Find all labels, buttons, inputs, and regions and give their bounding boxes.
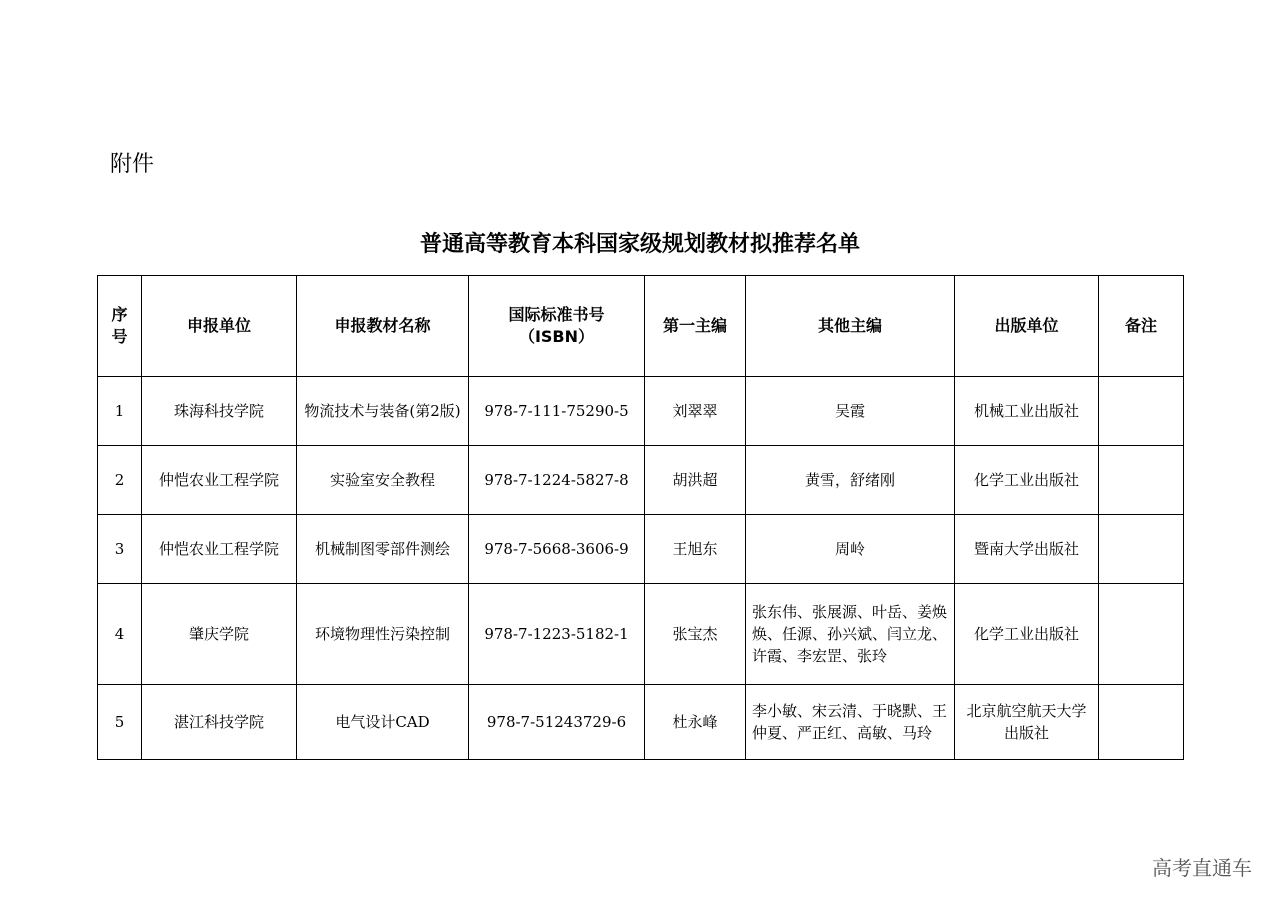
watermark-text: 高考直通车: [1152, 856, 1252, 880]
cell-others: 周岭: [746, 515, 955, 584]
cell-seq: 4: [98, 584, 142, 685]
cell-book: 物流技术与装备(第2版): [297, 377, 469, 446]
cell-note: [1099, 685, 1184, 760]
cell-publisher: 北京航空航天大学出版社: [955, 685, 1099, 760]
cell-note: [1099, 515, 1184, 584]
header-others: 其他主编: [746, 276, 955, 377]
cell-editor: 刘翠翠: [645, 377, 746, 446]
header-publisher: 出版单位: [955, 276, 1099, 377]
cell-unit: 仲恺农业工程学院: [142, 515, 297, 584]
cell-publisher: 暨南大学出版社: [955, 515, 1099, 584]
cell-book: 机械制图零部件测绘: [297, 515, 469, 584]
cell-others: 张东伟、张展源、叶岳、姜焕焕、任源、孙兴斌、闫立龙、许霞、李宏罡、张玲: [746, 584, 955, 685]
cell-note: [1099, 377, 1184, 446]
cell-note: [1099, 584, 1184, 685]
document-title: 普通高等教育本科国家级规划教材拟推荐名单: [419, 232, 860, 257]
cell-editor: 胡洪超: [645, 446, 746, 515]
header-book: 申报教材名称: [297, 276, 469, 377]
cell-seq: 2: [98, 446, 142, 515]
cell-seq: 5: [98, 685, 142, 760]
cell-others: 吴霞: [746, 377, 955, 446]
table-row: [98, 584, 1184, 685]
header-isbn: [469, 276, 645, 377]
cell-book: 电气设计CAD: [297, 685, 469, 760]
header-isbn-line1: 国际标准书号: [508, 305, 605, 324]
cell-isbn: 978-7-1224-5827-8: [469, 446, 645, 515]
header-note: 备注: [1099, 276, 1184, 377]
cell-unit: 肇庆学院: [142, 584, 297, 685]
cell-unit: 珠海科技学院: [142, 377, 297, 446]
table-row: [98, 515, 1184, 584]
cell-note: [1099, 446, 1184, 515]
cell-publisher: 化学工业出版社: [955, 584, 1099, 685]
cell-isbn: 978-7-5668-3606-9: [469, 515, 645, 584]
cell-editor: 张宝杰: [645, 584, 746, 685]
table-row: [98, 377, 1184, 446]
table-header-row: [98, 276, 1184, 377]
table-row: [98, 685, 1184, 760]
cell-isbn: 978-7-51243729-6: [469, 685, 645, 760]
attachment-label: 附件: [110, 152, 155, 177]
header-seq: 序号: [98, 276, 142, 377]
cell-book: 实验室安全教程: [297, 446, 469, 515]
recommendation-table: [97, 275, 1184, 760]
cell-publisher: 化学工业出版社: [955, 446, 1099, 515]
header-unit: 申报单位: [142, 276, 297, 377]
header-isbn-line2: （ISBN）: [518, 327, 595, 346]
cell-isbn: 978-7-1223-5182-1: [469, 584, 645, 685]
table-row: [98, 446, 1184, 515]
cell-unit: 湛江科技学院: [142, 685, 297, 760]
cell-publisher: 机械工业出版社: [955, 377, 1099, 446]
cell-isbn: 978-7-111-75290-5: [469, 377, 645, 446]
cell-editor: 王旭东: [645, 515, 746, 584]
cell-seq: 1: [98, 377, 142, 446]
cell-book: 环境物理性污染控制: [297, 584, 469, 685]
header-editor: 第一主编: [645, 276, 746, 377]
cell-unit: 仲恺农业工程学院: [142, 446, 297, 515]
cell-editor: 杜永峰: [645, 685, 746, 760]
cell-seq: 3: [98, 515, 142, 584]
cell-others: 李小敏、宋云清、于晓默、王仲夏、严正红、高敏、马玲: [746, 685, 955, 760]
cell-others: 黄雪，舒绪刚: [746, 446, 955, 515]
